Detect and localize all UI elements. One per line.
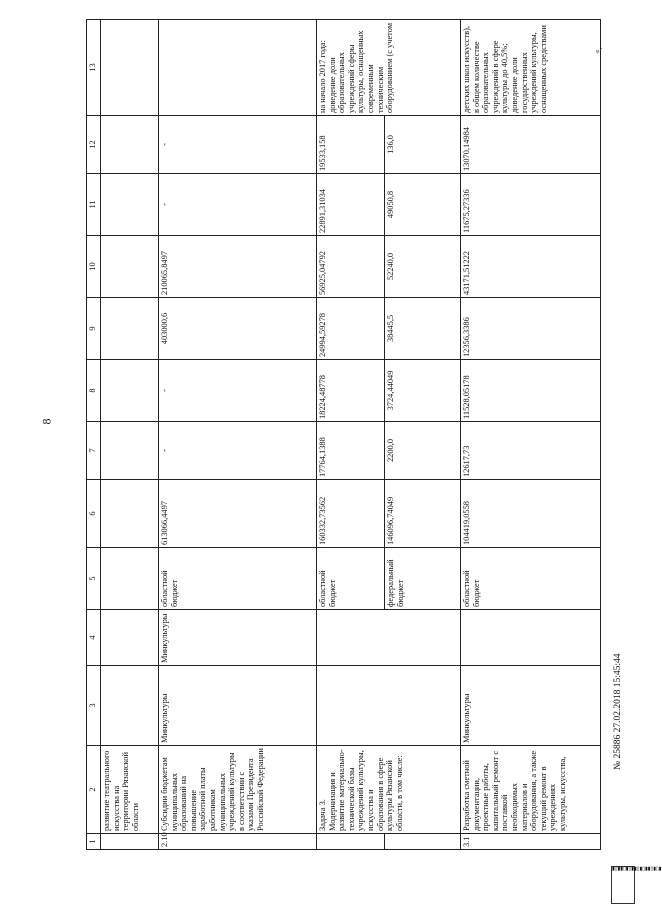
header-cell: 13 [87, 20, 101, 116]
value-cell: 2200,0 [385, 422, 461, 480]
value-cell [101, 116, 159, 174]
value-cell: 160332,73562 [317, 480, 385, 548]
value-cell: 210065,8497 [159, 236, 317, 298]
header-cell: 11 [87, 174, 101, 236]
table-row [317, 20, 385, 850]
executor-cell: Минкультуры [159, 666, 317, 746]
row-number: 2.10 [159, 834, 317, 850]
header-cell: 8 [87, 360, 101, 422]
result-cell [101, 20, 159, 116]
value-cell [101, 174, 159, 236]
row-description: Задача 3. Модернизация и развитие материально-технической базы учреждений культуры, искусства и образования в сфере культуры Рязанской области, в том числе: [317, 746, 461, 834]
rotated-table-container [86, 20, 626, 850]
header-cell: 2 [87, 746, 101, 834]
value-cell: - [159, 116, 317, 174]
value-cell: 104419,0558 [461, 480, 601, 548]
executor-cell [101, 666, 159, 746]
executor-cell [317, 666, 461, 746]
header-cell: 1 [87, 834, 101, 850]
value-cell: 146096,74049 [385, 480, 461, 548]
value-cell [101, 298, 159, 360]
value-cell: 24994,59278 [317, 298, 385, 360]
value-cell: 18224,48778 [317, 360, 385, 422]
program-table [86, 19, 601, 850]
result-cell [159, 20, 317, 116]
value-cell: - [159, 422, 317, 480]
corner-mark: ᵩ· [596, 44, 603, 55]
barcode-stamp: ▮▯▮▮▯▮▯▮▮▯▮▯▮▮▯▮▯▮ [611, 866, 635, 904]
value-cell: 56925,04792 [317, 236, 385, 298]
value-cell: 38445,5 [385, 298, 461, 360]
value-cell: 12617,73 [461, 422, 601, 480]
admin-cell: Минкультуры [159, 610, 317, 666]
executor-cell: Минкультуры [461, 666, 601, 746]
table-row [101, 20, 159, 850]
value-cell: 136,0 [385, 116, 461, 174]
admin-cell [317, 610, 461, 666]
header-cell: 7 [87, 422, 101, 480]
header-cell: 3 [87, 666, 101, 746]
header-cell: 6 [87, 480, 101, 548]
header-cell: 12 [87, 116, 101, 174]
value-cell [101, 422, 159, 480]
value-cell: 17764,1388 [317, 422, 385, 480]
table-row [461, 20, 601, 850]
result-cell: детских школ искусств), в общем количестве образовательных учреждений в сфере культуры до 40,5%; доведение доли государственных учреждений культуры, оснащенных средствами [461, 20, 601, 116]
result-cell: на начало 2017 года: доведение доли образовательных учреждений сферы культуры, оснащенных современным техническим оборудованием (с учетом [317, 20, 461, 116]
value-cell: - [159, 174, 317, 236]
admin-cell [461, 610, 601, 666]
value-cell: 43171,51222 [461, 236, 601, 298]
header-cell: 9 [87, 298, 101, 360]
header-cell: 4 [87, 610, 101, 666]
page-number: 8 [39, 418, 54, 425]
row-description: Разработка сметной документации, проектные работы, капитальный ремонт с поставкой необходимых материалов и оборудования, а также текущий ремонт в учреждениях культуры, искусства, [461, 746, 601, 834]
row-number [317, 834, 385, 850]
source-cell [101, 548, 159, 610]
value-cell [101, 480, 159, 548]
source-cell: федеральный бюджет [385, 548, 461, 610]
registration-footer: № 25886 27.02.2018 15:45:44 [613, 653, 623, 770]
value-cell: 19533,158 [317, 116, 385, 174]
value-cell: 49050,8 [385, 174, 461, 236]
source-cell: областной бюджет [317, 548, 385, 610]
row-description: Субсидии бюджетам муниципальных образований на повышение заработной платы работникам муниципальных учреждений культуры в соответствии с указами Президента Российской Федерации [159, 746, 317, 834]
row-number [101, 834, 159, 850]
value-cell [101, 360, 159, 422]
header-cell: 10 [87, 236, 101, 298]
source-cell: областной бюджет [159, 548, 317, 610]
source-cell: областной бюджет [461, 548, 601, 610]
value-cell: 22891,31034 [317, 174, 385, 236]
value-cell: 12356,3386 [461, 298, 601, 360]
row-description: развитие театрального искусства на территории Рязанской области [101, 746, 159, 834]
value-cell: 3724,44049 [385, 360, 461, 422]
row-number [385, 834, 461, 850]
value-cell: 613066,4497 [159, 480, 317, 548]
value-cell: 52240,0 [385, 236, 461, 298]
value-cell: - [159, 360, 317, 422]
value-cell [101, 236, 159, 298]
row-number: 3.1 [461, 834, 601, 850]
table-row [159, 20, 317, 850]
header-cell: 5 [87, 548, 101, 610]
value-cell: 11528,05178 [461, 360, 601, 422]
admin-cell [101, 610, 159, 666]
value-cell: 403000,6 [159, 298, 317, 360]
value-cell: 13070,14984 [461, 116, 601, 174]
value-cell: 11675,27336 [461, 174, 601, 236]
header-row [87, 20, 101, 850]
